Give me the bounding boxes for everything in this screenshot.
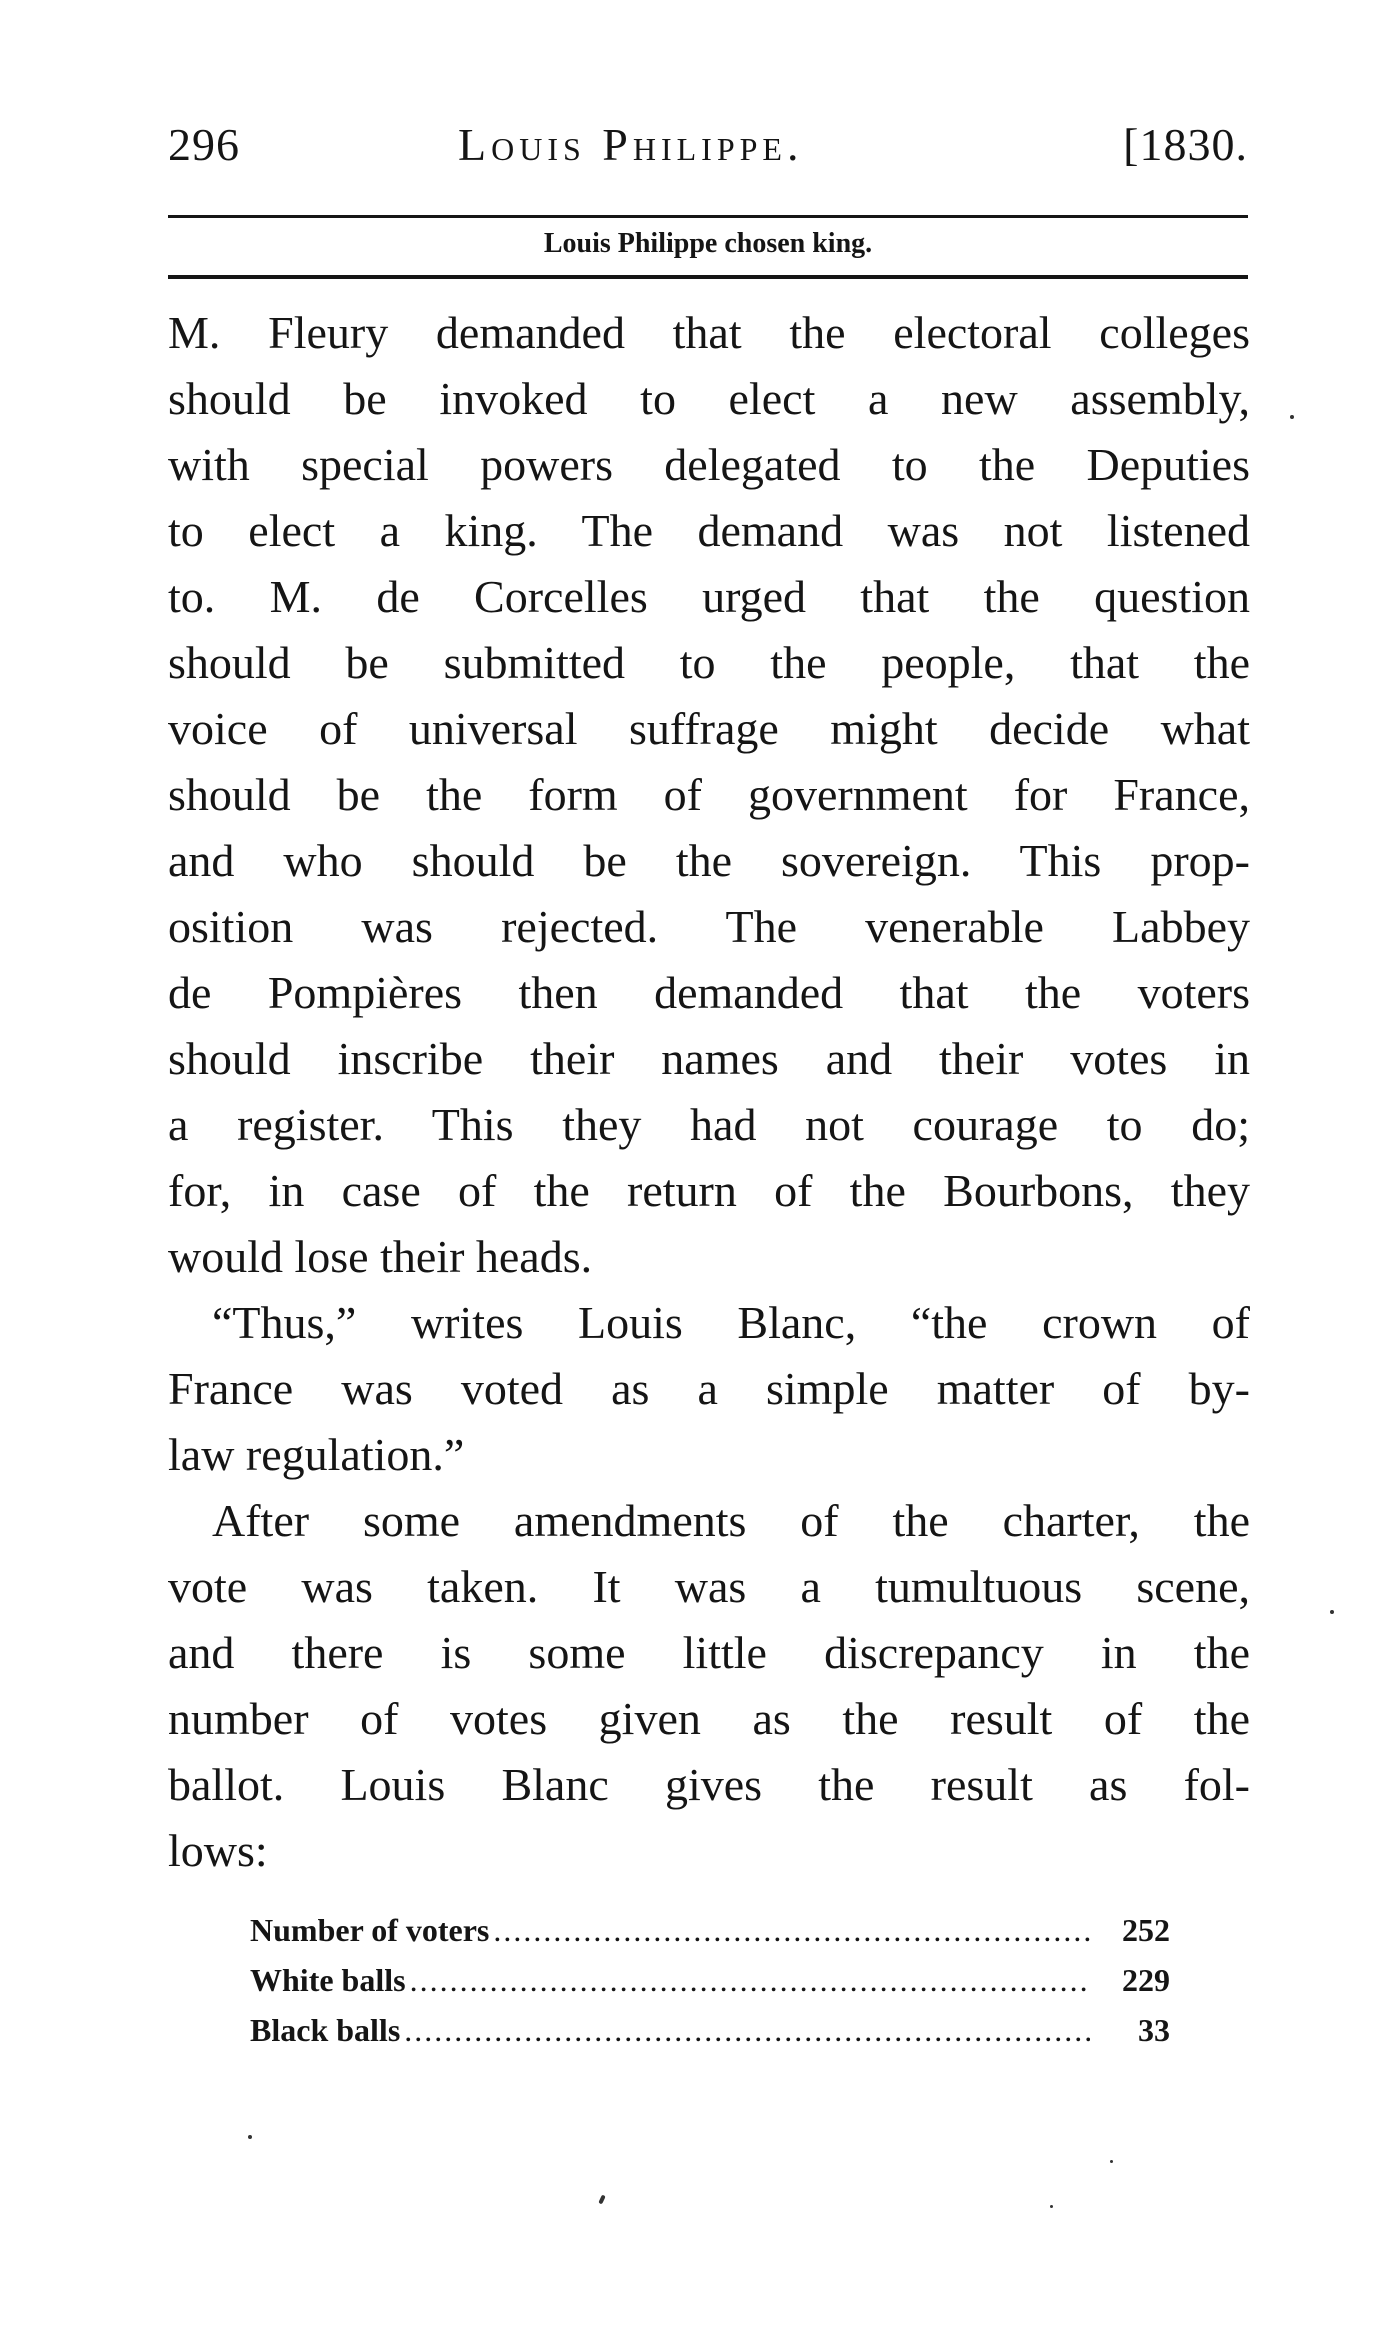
- text-line: France was voted as a simple matter of by-: [168, 1363, 1250, 1414]
- text-line: lows:: [168, 1825, 268, 1876]
- text-line: and there is some little discrepancy in the: [168, 1627, 1250, 1678]
- page-header: [168, 118, 1248, 178]
- text-line: and who should be the sovereign. This prop-: [168, 835, 1250, 886]
- vote-row: [250, 1955, 1170, 2005]
- vote-label: White balls: [250, 1962, 406, 1998]
- text-line: M. Fleury demanded that the electoral colleges: [168, 307, 1250, 358]
- vote-value: 252: [1122, 1912, 1170, 1948]
- section-subtitle: Louis Philippe chosen king.: [543, 228, 873, 259]
- text-line: to elect a king. The demand was not listened: [168, 505, 1250, 556]
- text-line: to. M. de Corcelles urged that the question: [168, 571, 1250, 622]
- text-line: ballot. Louis Blanc gives the result as fol-: [168, 1759, 1250, 1810]
- running-title: Louis Philippe.: [458, 119, 804, 170]
- header-rule-bottom: [168, 275, 1248, 279]
- print-speck: [1290, 415, 1294, 419]
- dot-leader: [493, 1905, 1090, 1955]
- text-line: with special powers delegated to the Deputies: [168, 439, 1250, 490]
- vote-row: [250, 1905, 1170, 1955]
- print-speck: [248, 2135, 252, 2139]
- text-line: should be submitted to the people, that the: [168, 637, 1250, 688]
- vote-label: Black balls: [250, 2012, 401, 2048]
- print-speck: [1110, 2160, 1113, 2163]
- text-line: for, in case of the return of the Bourbons, they: [168, 1165, 1250, 1216]
- header-year: [1830.: [1123, 119, 1248, 170]
- text-line: a register. This they had not courage to do;: [168, 1099, 1250, 1150]
- text-line: law regulation.”: [168, 1429, 465, 1480]
- vote-value: 229: [1122, 1962, 1170, 1998]
- vote-label: Number of voters: [250, 1912, 490, 1948]
- print-speck: [598, 2195, 605, 2205]
- text-line: voice of universal suffrage might decide what: [168, 703, 1250, 754]
- text-line: After some amendments of the charter, the: [212, 1495, 1250, 1546]
- text-line: osition was rejected. The venerable Labbey: [168, 901, 1250, 952]
- text-line: vote was taken. It was a tumultuous scene,: [168, 1561, 1250, 1612]
- text-line: should inscribe their names and their votes in: [168, 1033, 1250, 1084]
- body-text: [168, 300, 1250, 1884]
- vote-value: 33: [1138, 2012, 1170, 2048]
- dot-leader: [410, 1955, 1090, 2005]
- text-line: should be invoked to elect a new assembly,: [168, 373, 1250, 424]
- text-line: de Pompières then demanded that the voters: [168, 967, 1250, 1018]
- print-speck: [1050, 2205, 1053, 2208]
- text-line: should be the form of government for France,: [168, 769, 1250, 820]
- text-line: “Thus,” writes Louis Blanc, “the crown of: [212, 1297, 1250, 1348]
- page-number: 296: [168, 119, 240, 170]
- vote-results-table: [250, 1905, 1170, 2055]
- print-speck: [1330, 1610, 1334, 1614]
- text-line: number of votes given as the result of the: [168, 1693, 1250, 1744]
- vote-row: [250, 2005, 1170, 2055]
- header-rule-top: [168, 215, 1248, 218]
- text-line: would lose their heads.: [168, 1231, 593, 1282]
- dot-leader: [404, 2005, 1090, 2055]
